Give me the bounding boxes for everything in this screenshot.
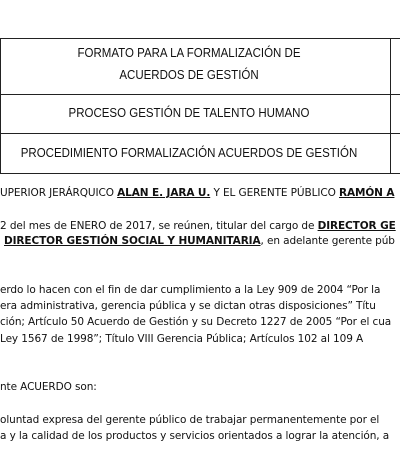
body-line-8: nte ACUERDO son: xyxy=(0,381,97,393)
process-name: PROCESO GESTIÓN DE TALENTO HUMANO xyxy=(68,106,310,120)
procedure-name: PROCEDIMIENTO FORMALIZACIÓN ACUERDOS DE GESTIÓN xyxy=(20,146,358,160)
header-border-top xyxy=(0,38,400,39)
body-line-5: era administrativa, gerencia pública y se dictan otras disposiciones” Títu xyxy=(0,300,376,312)
text-segment: UPERIOR JERÁRQUICO xyxy=(0,187,118,199)
text-segment: Y EL GERENTE PÚBLICO xyxy=(210,187,339,199)
body-line-1 xyxy=(0,187,394,199)
header-divider-1 xyxy=(0,94,400,95)
header-divider-2 xyxy=(0,133,400,134)
body-line-9: oluntad expresa del gerente público de trabajar permanentemente por el xyxy=(0,414,380,426)
document-title-line-2: ACUERDOS DE GESTIÓN xyxy=(119,68,259,82)
body-line-2 xyxy=(0,220,396,232)
text-segment: , en adelante gerente púb xyxy=(260,235,395,247)
body-line-3 xyxy=(0,235,395,247)
manager-name: RAMÓN A xyxy=(339,187,395,199)
header-border-right xyxy=(390,38,391,174)
body-line-6: ción; Artículo 50 Acuerdo de Gestión y su Decreto 1227 de 2005 “Por el cua xyxy=(0,316,392,328)
superior-name: ALAN E. JARA U. xyxy=(117,187,211,199)
body-line-7: Ley 1567 de 1998”; Título VIII Gerencia Pública; Artículos 102 al 109 A xyxy=(0,333,364,345)
role-title: DIRECTOR GE xyxy=(317,220,396,232)
role-title-continued: DIRECTOR GESTIÓN SOCIAL Y HUMANITARIA xyxy=(4,235,261,247)
document-title-line-1: FORMATO PARA LA FORMALIZACIÓN DE xyxy=(77,46,301,60)
text-segment: 2 del mes de ENERO de 2017, se reúnen, titular del cargo de xyxy=(0,220,318,232)
header-border-bottom xyxy=(0,173,400,174)
body-line-4: erdo lo hacen con el fin de dar cumplimiento a la Ley 909 de 2004 “Por la xyxy=(0,284,381,296)
document-header-table xyxy=(0,38,400,174)
header-border-left xyxy=(0,38,1,174)
body-line-10: a y la calidad de los productos y servicios orientados a lograr la atención, a xyxy=(0,430,390,442)
